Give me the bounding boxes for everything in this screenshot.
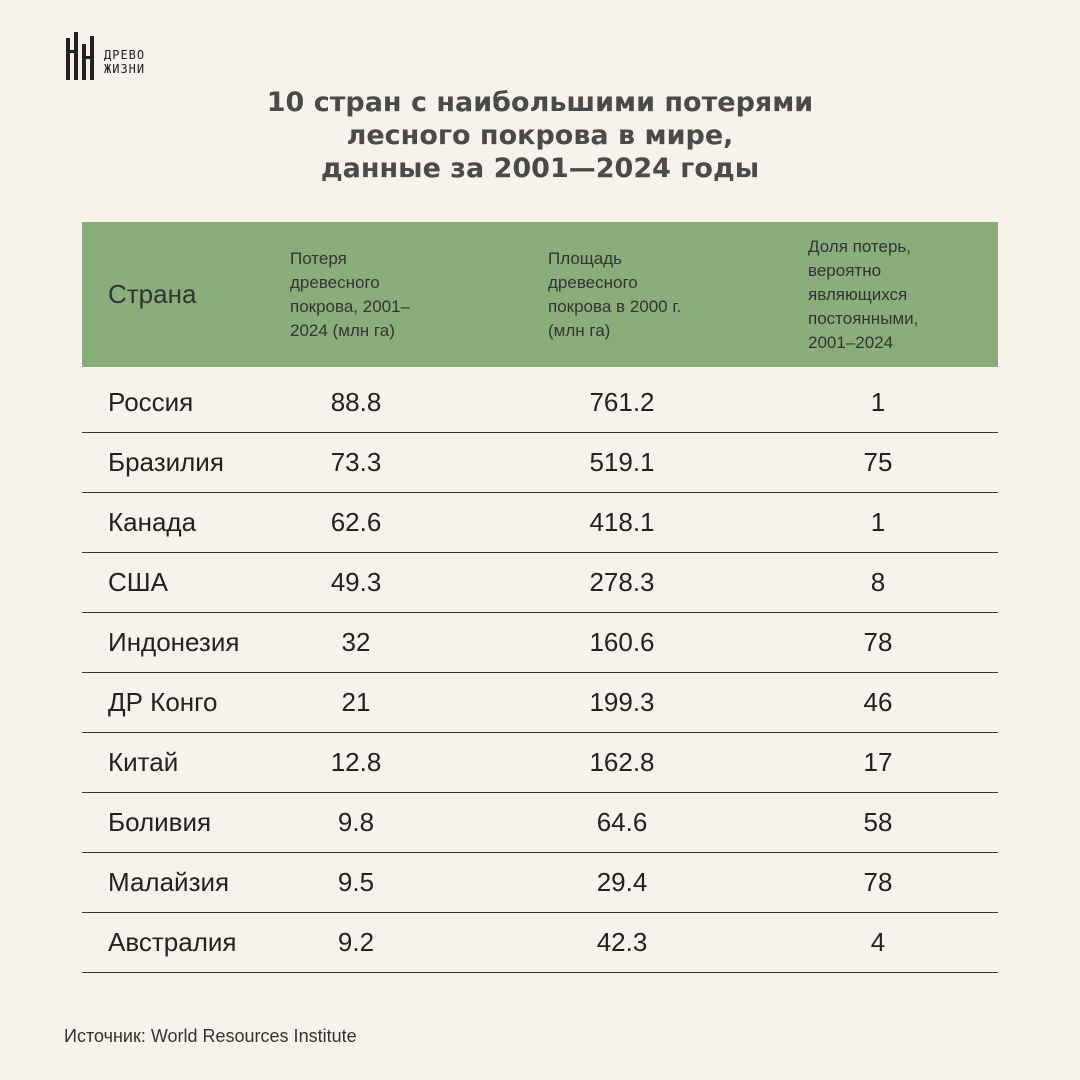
cell-area: 29.4 xyxy=(596,867,648,897)
table-row xyxy=(82,493,998,553)
table-row xyxy=(82,433,998,493)
header-country: Страна xyxy=(108,279,197,309)
cell-share: 17 xyxy=(863,747,893,777)
cell-country: Боливия xyxy=(108,807,212,837)
table-row xyxy=(82,553,998,613)
cell-country: Малайзия xyxy=(108,867,230,897)
cell-area: 418.1 xyxy=(589,507,655,537)
cell-area: 42.3 xyxy=(596,927,648,957)
cell-loss: 88.8 xyxy=(330,387,382,417)
cell-area: 199.3 xyxy=(589,687,655,717)
cell-share: 4 xyxy=(870,927,886,957)
cell-area: 64.6 xyxy=(596,807,648,837)
cell-area: 519.1 xyxy=(589,447,655,477)
cell-country: Индонезия xyxy=(108,627,240,657)
logo-line-2: ЖИЗНИ xyxy=(104,62,146,76)
cell-loss: 73.3 xyxy=(330,447,382,477)
cell-share: 75 xyxy=(863,447,893,477)
table-body xyxy=(82,367,998,973)
table-row xyxy=(82,913,998,973)
table-header xyxy=(82,222,998,367)
cell-share: 1 xyxy=(870,507,886,537)
cell-area: 162.8 xyxy=(589,747,655,777)
cell-loss: 9.2 xyxy=(337,927,375,957)
cell-country: Китай xyxy=(108,747,179,777)
header-share: Доля потерь, вероятно являющихся постоянными, 2001–2024 xyxy=(808,236,919,352)
table-row xyxy=(82,673,998,733)
cell-share: 58 xyxy=(863,807,893,837)
cell-country: США xyxy=(108,567,168,597)
cell-loss: 12.8 xyxy=(330,747,382,777)
cell-share: 8 xyxy=(870,567,886,597)
cell-country: Канада xyxy=(108,507,197,537)
cell-loss: 21 xyxy=(341,687,371,717)
table-row xyxy=(82,853,998,913)
cell-loss: 9.5 xyxy=(337,867,375,897)
cell-share: 1 xyxy=(870,387,886,417)
cell-area: 160.6 xyxy=(589,627,655,657)
logo-line-1: ДРЕВО xyxy=(104,48,146,62)
header-area: Площадь древесного покрова в 2000 г. (млн га) xyxy=(548,248,682,340)
forest-loss-table xyxy=(82,222,998,973)
cell-loss: 32 xyxy=(341,627,371,657)
cell-loss: 49.3 xyxy=(330,567,382,597)
cell-loss: 9.8 xyxy=(337,807,375,837)
tree-logo-icon xyxy=(64,30,100,84)
header-loss: Потеря древесного покрова, 2001– 2024 (млн га) xyxy=(290,248,411,340)
cell-share: 78 xyxy=(863,627,893,657)
title-line-3: данные за 2001—2024 годы xyxy=(320,153,760,184)
cell-loss: 62.6 xyxy=(330,507,382,537)
cell-area: 761.2 xyxy=(589,387,655,417)
page-title xyxy=(0,86,1080,185)
cell-country: Бразилия xyxy=(108,447,224,477)
table-row xyxy=(82,613,998,673)
title-line-1: 10 стран с наибольшими потерями xyxy=(266,87,814,118)
cell-country: Австралия xyxy=(108,927,237,957)
table-row xyxy=(82,793,998,853)
cell-country: ДР Конго xyxy=(108,687,218,717)
title-line-2: лесного покрова в мире, xyxy=(346,120,734,151)
logo-text xyxy=(104,48,145,76)
cell-country: Россия xyxy=(108,387,194,417)
table-row xyxy=(82,733,998,793)
cell-share: 78 xyxy=(863,867,893,897)
logo xyxy=(64,30,154,84)
table-row xyxy=(82,367,998,433)
cell-area: 278.3 xyxy=(589,567,655,597)
source-note: Источник: World Resources Institute xyxy=(64,1026,357,1046)
cell-share: 46 xyxy=(863,687,893,717)
